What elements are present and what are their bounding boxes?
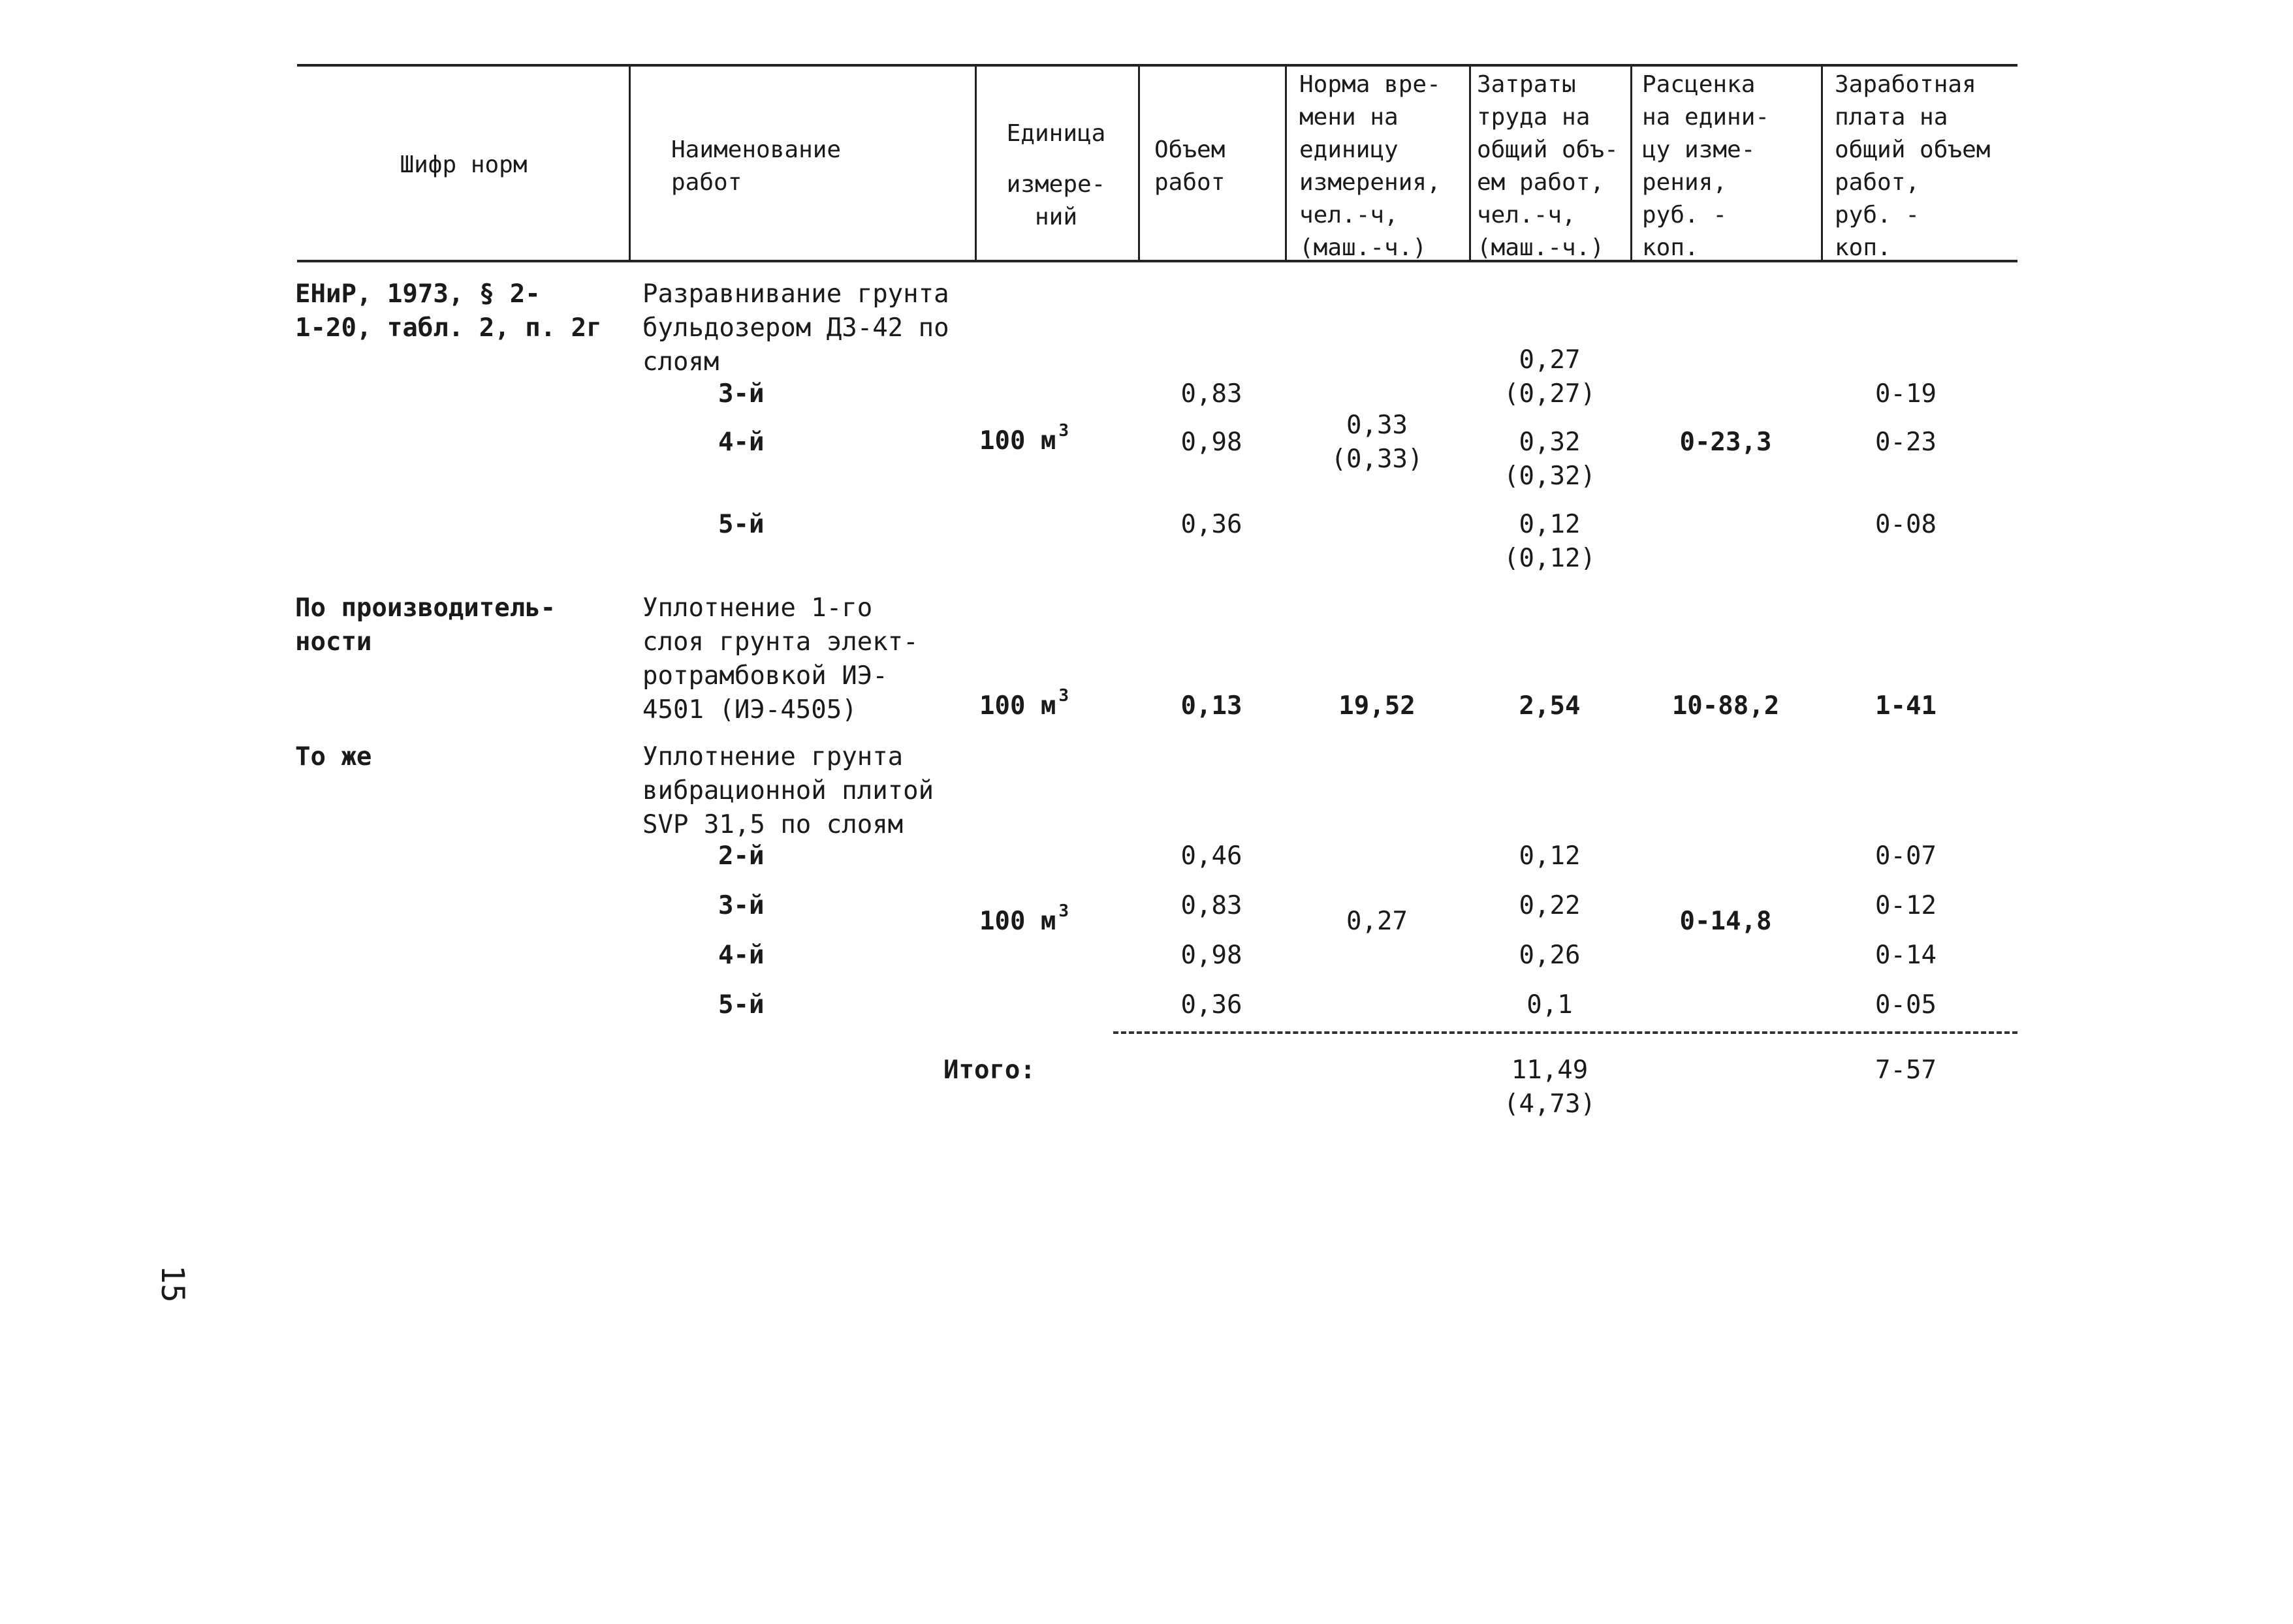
block3-pay-4: 0-14 bbox=[1875, 941, 1937, 970]
block2-unit-sup: 3 bbox=[1058, 686, 1069, 706]
block2-unit bbox=[979, 686, 1069, 726]
header-divider-3 bbox=[1138, 64, 1140, 260]
block2-labor: 2,54 bbox=[1519, 691, 1581, 721]
block3-time-norm: 0,27 bbox=[1346, 907, 1408, 936]
block2-unit-text: 100 м bbox=[979, 691, 1056, 721]
header-labor: Затраты труда на общий объ- ем работ, чел.-ч, (маш.-ч.) bbox=[1477, 71, 1619, 261]
block2-code: По производитель- ности bbox=[295, 593, 556, 657]
block3-volume-3: 0,83 bbox=[1180, 891, 1242, 920]
header-divider-1 bbox=[629, 64, 631, 260]
block3-layer-4: 4-й bbox=[718, 941, 765, 970]
header-volume: Объем работ bbox=[1154, 136, 1226, 196]
total-labor: 11,49 (4,73) bbox=[1504, 1055, 1596, 1119]
block3-pay-5: 0-05 bbox=[1875, 990, 1937, 1020]
header-unit-b: измере- ний bbox=[1006, 171, 1106, 230]
block3-unit-text: 100 м bbox=[979, 907, 1056, 936]
block3-pay-3: 0-12 bbox=[1875, 891, 1937, 920]
block3-volume-2: 0,46 bbox=[1180, 841, 1242, 871]
block3-pay-2: 0-07 bbox=[1875, 841, 1937, 871]
block1-unit bbox=[979, 421, 1069, 461]
block1-pay-3: 0-19 bbox=[1875, 379, 1937, 409]
block3-layer-5: 5-й bbox=[718, 990, 765, 1020]
header-divider-6 bbox=[1630, 64, 1632, 260]
header-rate: Расценка на едини- цу изме- рения, руб. - коп. bbox=[1642, 71, 1770, 261]
block2-rate: 10-88,2 bbox=[1671, 691, 1780, 721]
header-divider-5 bbox=[1469, 64, 1471, 260]
block3-labor-3: 0,22 bbox=[1519, 891, 1581, 920]
block3-unit bbox=[979, 901, 1069, 941]
block3-code: То же bbox=[295, 742, 372, 772]
block3-labor-2: 0,12 bbox=[1519, 841, 1581, 871]
block1-rate: 0-23,3 bbox=[1679, 428, 1772, 457]
block1-time-norm: 0,33 (0,33) bbox=[1331, 411, 1423, 474]
block3-rate: 0-14,8 bbox=[1679, 907, 1772, 936]
block1-layer-3: 3-й bbox=[718, 379, 765, 409]
block2-volume: 0,13 bbox=[1180, 691, 1242, 721]
total-pay: 7-57 bbox=[1875, 1055, 1937, 1085]
block3-labor-4: 0,26 bbox=[1519, 941, 1581, 970]
block1-layer-5: 5-й bbox=[718, 510, 765, 539]
block3-layer-2: 2-й bbox=[718, 841, 765, 871]
block1-pay-5: 0-08 bbox=[1875, 510, 1937, 539]
block1-labor-5: 0,12 (0,12) bbox=[1504, 510, 1596, 573]
block3-volume-5: 0,36 bbox=[1180, 990, 1242, 1020]
page-number: 15 bbox=[154, 1265, 191, 1303]
block3-volume-4: 0,98 bbox=[1180, 941, 1242, 970]
block2-time-norm: 19,52 bbox=[1338, 691, 1415, 721]
block1-work-name: Разравнивание грунта бульдозером ДЗ-42 по слоям bbox=[642, 279, 949, 377]
block1-unit-sup: 3 bbox=[1058, 421, 1069, 441]
block1-unit-text: 100 м bbox=[979, 426, 1056, 456]
block1-volume-3: 0,83 bbox=[1180, 379, 1242, 409]
block1-pay-4: 0-23 bbox=[1875, 428, 1937, 457]
header-work-name: Наименование работ bbox=[671, 136, 842, 196]
block2-work-name: Уплотнение 1-го слоя грунта элект- ротрамбовкой ИЭ- 4501 (ИЭ-4505) bbox=[642, 593, 919, 725]
header-top-rule bbox=[297, 64, 2017, 67]
block3-labor-5: 0,1 bbox=[1526, 990, 1573, 1020]
header-pay: Заработная плата на общий объем работ, руб. - коп. bbox=[1835, 71, 1991, 261]
total-rule bbox=[1113, 1031, 2017, 1034]
block1-code: ЕНиР, 1973, § 2- 1-20, табл. 2, п. 2г bbox=[295, 279, 602, 343]
block2-pay: 1-41 bbox=[1875, 691, 1937, 721]
block1-labor-4: 0,32 (0,32) bbox=[1504, 428, 1596, 491]
block1-volume-5: 0,36 bbox=[1180, 510, 1242, 539]
header-divider-2 bbox=[975, 64, 977, 260]
block3-unit-sup: 3 bbox=[1058, 901, 1069, 921]
header-divider-4 bbox=[1285, 64, 1287, 260]
header-unit-a: Единица bbox=[1006, 120, 1106, 147]
total-label: Итого: bbox=[943, 1055, 1036, 1085]
header-time-norm: Норма вре- мени на единицу измерения, чел.-ч, (маш.-ч.) bbox=[1299, 71, 1441, 261]
block1-labor-3: 0,27 (0,27) bbox=[1504, 345, 1596, 409]
block1-volume-4: 0,98 bbox=[1180, 428, 1242, 457]
header-code: Шифр норм bbox=[400, 151, 528, 178]
block3-work-name: Уплотнение грунта вибрационной плитой SVP 31,5 по слоям bbox=[642, 742, 934, 839]
block1-layer-4: 4-й bbox=[718, 428, 765, 457]
header-divider-7 bbox=[1821, 64, 1823, 260]
block3-layer-3: 3-й bbox=[718, 891, 765, 920]
